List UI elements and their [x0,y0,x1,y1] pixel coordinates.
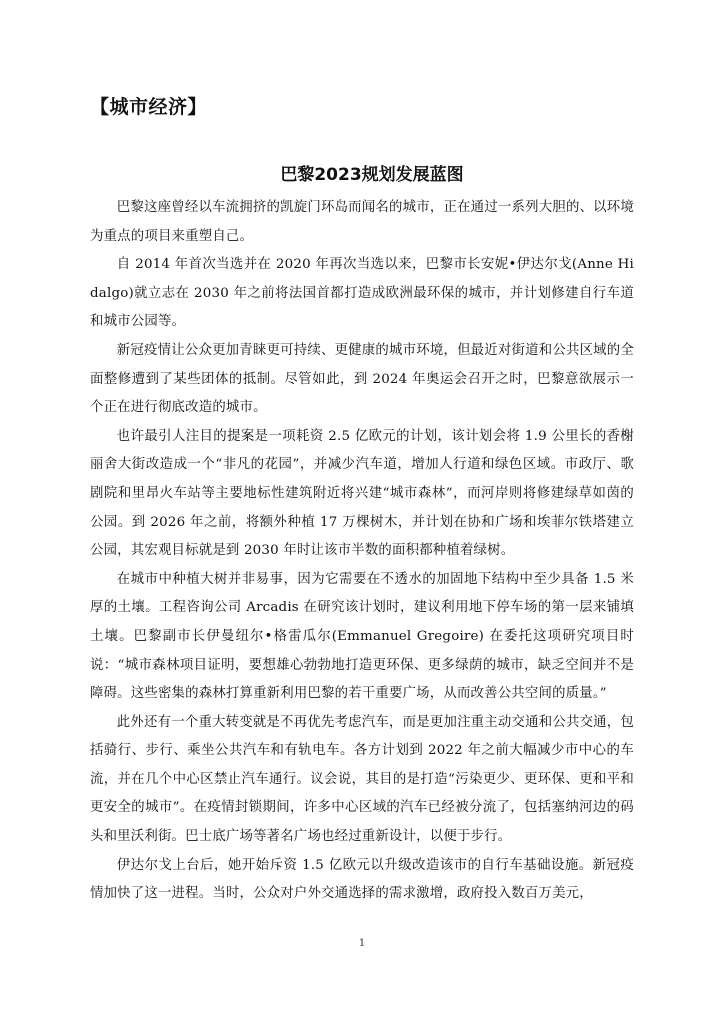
paragraph-champs-elysees: 也许最引人注目的提案是一项耗资 2.5 亿欧元的计划，该计划会将 1.9 公里长的香榭丽舍大街改造成一个“非凡的花园”，并减少汽车道，增加人行道和绿色区域。市政厅、歌剧院和里昂火车站等主要地标性建筑附近将兴建“城市森林”，而河岸则将修建绿草如茵的公园。到 2026 年之前，将额外种植 17 万棵树木，并计划在协和广场和埃菲尔铁塔建立公园，其宏观目标就是到 2030 年时让该市半数的面积都种植着绿树。 [90,428,634,559]
paragraph-covid: 新冠疫情让公众更加青睐更可持续、更健康的城市环境，但最近对街道和公共区域的全面整修遭到了某些团体的抵制。尽管如此，到 2024 年奥运会召开之时，巴黎意欲展示一个正在进行彻底改造的城市。 [90,342,634,416]
paragraph-urban-forest: 在城市中种植大树并非易事，因为它需要在不透水的加固地下结构中至少具备 1.5 米厚的土壤。工程咨询公司 Arcadis 在研究该计划时，建议利用地下停车场的第一层来铺填土壤。巴黎副市长伊曼纽尔•格雷瓜尔(Emmanuel Gregoire) 在委托这项研究项目时说：“城市森林项目证明，要想雄心勃勃地打造更环保、更多绿荫的城市，缺乏空间并不是障碍。这些密集的森林打算重新利用巴黎的若干重要广场，从而改善公共空间的质量。” [90,571,634,702]
page-number: 1 [358,938,366,949]
page-title: 巴黎2023规划发展蓝图 [280,165,464,185]
section-header: 【城市经济】 [90,96,208,118]
paragraph-transport: 此外还有一个重大转变就是不再优先考虑汽车，而是更加注重主动交通和公共交通，包括骑行、步行、乘坐公共汽车和有轨电车。各方计划到 2022 年之前大幅减少市中心的车流，并在几个中心区禁止汽车通行。议会说，其目的是打造“污染更少、更环保、更和平和更安全的城市”。在疫情封锁期间，许多中心区域的汽车已经被分流了，包括塞纳河边的码头和里沃利街。巴士底广场等著名广场也经过重新设计，以便于步行。 [90,714,634,845]
paragraph-cycling: 伊达尔戈上台后，她开始斥资 1.5 亿欧元以升级改造该市的自行车基础设施。新冠疫情加快了这一进程。当时，公众对户外交通选择的需求激增，政府投入数百万美元， [90,857,634,902]
paragraph-hidalgo: 自 2014 年首次当选并在 2020 年再次当选以来，巴黎市长安妮•伊达尔戈(Anne Hidalgo)就立志在 2030 年之前将法国首都打造成欧洲最环保的城市，并计划修建自行车道和城市公园等。 [90,257,634,330]
article-body [90,194,634,909]
paragraph-intro: 巴黎这座曾经以车流拥挤的凯旋门环岛而闻名的城市，正在通过一系列大胆的、以环境为重点的项目来重塑自己。 [90,200,634,244]
